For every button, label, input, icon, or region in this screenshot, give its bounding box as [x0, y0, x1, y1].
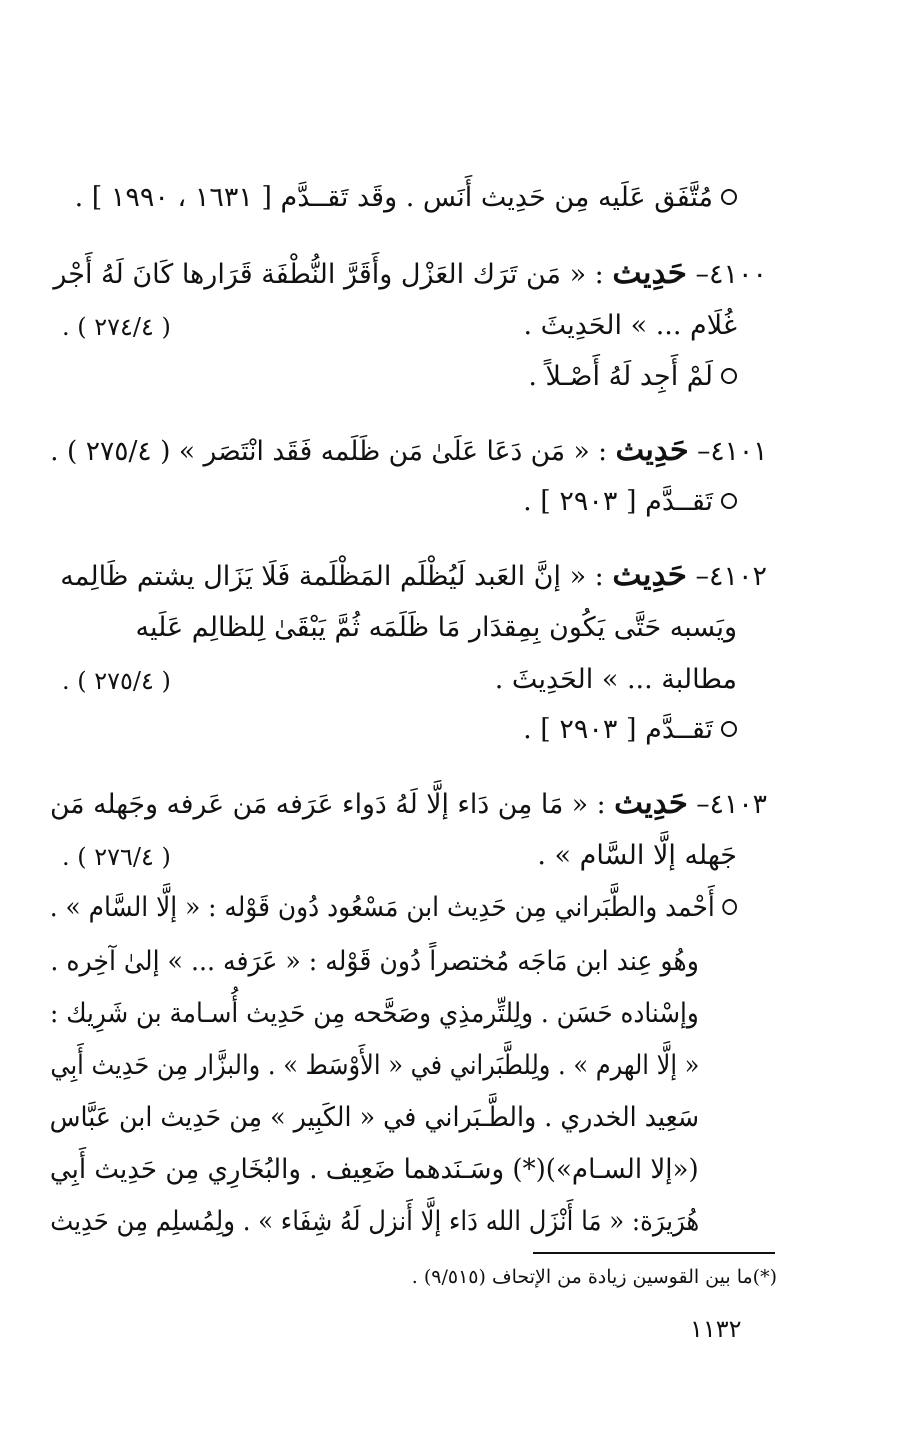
- hadith-label: حَدِيث: [612, 557, 687, 593]
- hadith-text: : « مَن دَعَا عَلَىٰ مَن ظَلَمه فَقَد انْتَصَر » ( ٢٧٥/٤ ) .: [49, 436, 607, 467]
- hadith-text-line: مطالبة ... » الحَدِيثَ .: [494, 664, 737, 695]
- note-continuation: سَعِيد الخدري . والطَّـبَراني في « الكَبِير » مِن حَدِيث ابن عَبَّاس: [49, 1102, 699, 1133]
- carry-over-note: [75, 178, 737, 218]
- note-text: مُتَّفَق عَلَيه مِن حَدِيث أَنَس . وقَد تَقــدَّم [ ١٦٣١ ، ١٩٩٠ ] .: [74, 182, 713, 213]
- hadith-reference: ( ٢٧٦/٤ ) .: [62, 843, 171, 871]
- hadith-heading-4101: [50, 430, 767, 470]
- note-continuation: («إلا السـام»)(*) وسَـنَدهما ضَعِيف . والبُخَارِي مِن حَدِيث أَبِي: [50, 1154, 699, 1185]
- note-text: أَحْمد والطَّبَراني مِن حَدِيث ابن مَسْعُود دُون قَوْله : « إلَّا السَّام » .: [49, 892, 715, 923]
- circle-bullet-icon: [722, 899, 737, 915]
- note-text: تَقــدَّم [ ٢٩٠٣ ] .: [523, 714, 713, 745]
- note-continuation: هُرَيرَة: « مَا أَنْزَل الله دَاء إلَّا أَنزل لَهُ شِفَاء » . ولِمُسلِم مِن حَدِيث: [50, 1206, 699, 1237]
- hadith-note: [523, 482, 737, 522]
- note-continuation: « إلَّا الهرم » . ولِلطَّبَراني في « الأَوْسَط » . والبزَّار مِن حَدِيث أَبِي: [50, 1050, 699, 1081]
- hadith-text: : « إنَّ العَبد لَيُظْلَم المَظْلَمة فَلَا يَزَال يشتم ظَالِمه: [60, 561, 604, 592]
- hadith-number: ٤١٠٠–: [695, 259, 767, 290]
- hadith-text-line: جَهله إلَّا السَّام » .: [537, 840, 737, 871]
- hadith-note: [528, 357, 737, 397]
- hadith-note: [523, 710, 737, 750]
- hadith-text: : « مَا مِن دَاء إلَّا لَهُ دَواء عَرَفه مَن عَرفه وجَهله مَن: [49, 789, 606, 820]
- footnote: (*)ما بين القوسين زيادة من الإتحاف (٩/٥١٥) .: [411, 1266, 777, 1288]
- hadith-label: حَدِيث: [614, 785, 688, 821]
- hadith-label: حَدِيث: [612, 255, 687, 291]
- footnote-rule: [533, 1252, 775, 1254]
- hadith-heading-4103: [50, 783, 767, 823]
- hadith-number: ٤١٠١–: [696, 436, 767, 467]
- hadith-text-line: ويَسبه حَتَّى يَكُون بِمِقدَار مَا ظَلَمَه ثُمَّ يَبْقَىٰ لِلظالِم عَلَيه: [135, 612, 737, 643]
- circle-bullet-icon: [721, 368, 737, 384]
- note-continuation: وإسْناده حَسَن . ولِلتِّرمذِي وصَحَّحه مِن حَدِيث أُسـامة بن شَرِيك :: [50, 998, 699, 1029]
- page-number: ١١٣٢: [690, 1315, 742, 1343]
- circle-bullet-icon: [721, 721, 737, 737]
- hadith-reference: ( ٢٧٤/٤ ) .: [62, 313, 171, 341]
- circle-bullet-icon: [721, 493, 737, 509]
- hadith-label: حَدِيث: [615, 432, 689, 468]
- circle-bullet-icon: [721, 189, 737, 205]
- hadith-heading-4100: [53, 253, 767, 293]
- hadith-number: ٤١٠٣–: [696, 789, 767, 820]
- hadith-note: [50, 888, 737, 928]
- note-text: لَمْ أَجِد لَهُ أَصْـلاً .: [528, 361, 713, 392]
- hadith-number: ٤١٠٢–: [695, 561, 767, 592]
- hadith-text-line: غُلَام ... » الحَدِيثَ .: [523, 310, 737, 341]
- hadith-reference: ( ٢٧٥/٤ ) .: [62, 667, 171, 695]
- hadith-heading-4102: [60, 555, 767, 595]
- note-text: تَقــدَّم [ ٢٩٠٣ ] .: [523, 486, 713, 517]
- hadith-text: : « مَن تَرَك العَزْل وأَقَرَّ النُّطْفَة قَرَارها كَانَ لَهُ أَجْر: [53, 259, 604, 290]
- note-continuation: وهُو عِند ابن مَاجَه مُختصراً دُون قَوْله : « عَرَفه ... » إلىٰ آخِره .: [50, 946, 699, 977]
